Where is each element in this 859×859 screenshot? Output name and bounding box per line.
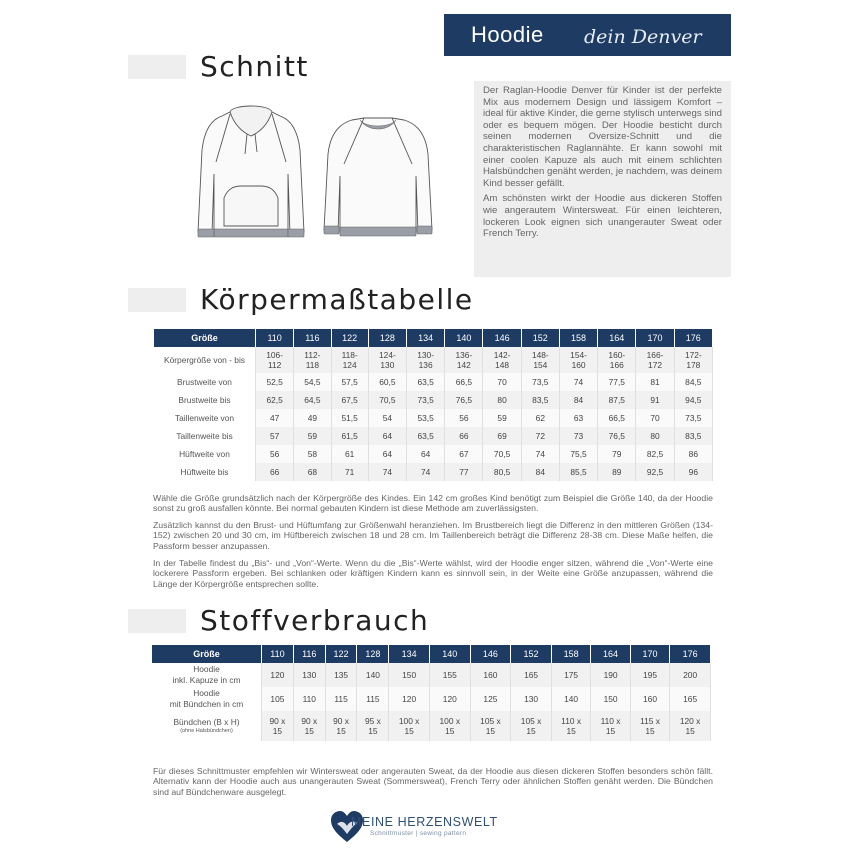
description-paragraph-1: Der Raglan-Hoodie Denver für Kinder ist der perfekte Mix aus modernem Design und lässigem Komfort – ideal für aktive Kinder, die gerne stylisch unterwegs sind oder es bequem mögen. Der Hoodie besticht durch seinen modernen Oversize-Schnitt und die charakteristischen Raglannähte. Er kann sowohl mit einer coolen Kapuze als auch mit einem schlichten Halsbündchen genäht werden, je nachdem, was deinem Kind besser gefällt.: [483, 85, 722, 189]
size-table-size-header: 116: [294, 329, 331, 347]
section-marker: [128, 55, 186, 79]
size-table-row: [154, 463, 713, 481]
size-table-cell: 73,5: [674, 409, 712, 427]
size-table-size-header: 164: [598, 329, 636, 347]
size-table: [154, 329, 713, 481]
size-table-cell: 62: [521, 409, 559, 427]
size-table-cell: 51,5: [331, 409, 368, 427]
fabric-table-cell: 120: [429, 687, 470, 711]
fabric-table-cell: 130: [293, 663, 325, 687]
fabric-header-label: Größe: [152, 645, 262, 663]
logo-tagline: Schnittmuster | sewing pattern: [370, 830, 467, 837]
size-table-cell: 82,5: [636, 445, 674, 463]
fabric-table-row-label: Hoodie inkl. Kapuze in cm: [152, 663, 262, 687]
fabric-table-cell: 105 x 15: [470, 711, 511, 741]
fabric-table-cell: 165: [670, 687, 711, 711]
hoodie-ribbing: [198, 229, 304, 237]
size-table-cell: 57,5: [331, 373, 368, 391]
size-table-cell: 106- 112: [256, 347, 294, 373]
size-table-cell: 118- 124: [331, 347, 368, 373]
size-table-size-header: 152: [521, 329, 559, 347]
size-table-cell: 77,5: [598, 373, 636, 391]
size-table-cell: 66,5: [598, 409, 636, 427]
size-table-cell: 52,5: [256, 373, 294, 391]
fabric-table-cell: 160: [630, 687, 669, 711]
size-table-cell: 148- 154: [521, 347, 559, 373]
fabric-table-size-header: 170: [630, 645, 669, 663]
size-table-row: [154, 445, 713, 463]
section-marker: [128, 288, 186, 312]
size-table-cell: 63: [559, 409, 597, 427]
size-table-row-label: Brustweite von: [154, 373, 256, 391]
size-table-cell: 83,5: [674, 427, 712, 445]
size-table-cell: 70,5: [483, 445, 521, 463]
size-table-cell: 59: [294, 427, 331, 445]
size-table-cell: 84: [559, 391, 597, 409]
size-table-cell: 74: [368, 463, 406, 481]
size-table-cell: 70,5: [368, 391, 406, 409]
fabric-table-size-header: 146: [470, 645, 511, 663]
fabric-table-cell: 155: [429, 663, 470, 687]
size-table-cell: 58: [294, 445, 331, 463]
sweater-drawing: [324, 118, 432, 236]
hoodie-illustrations: [192, 102, 440, 250]
size-table-cell: 61: [331, 445, 368, 463]
fabric-table-cell: 175: [551, 663, 590, 687]
fabric-table-cell: 115: [325, 687, 357, 711]
size-table-cell: 67,5: [331, 391, 368, 409]
size-table-cell: 77: [445, 463, 483, 481]
fabric-table-cell: 115: [357, 687, 389, 711]
size-table-cell: 154- 160: [559, 347, 597, 373]
fabric-table-size-header: 140: [429, 645, 470, 663]
banner-subtitle: dein Denver: [584, 26, 702, 48]
size-table-cell: 54: [368, 409, 406, 427]
size-table-cell: 84,5: [674, 373, 712, 391]
size-table-cell: 94,5: [674, 391, 712, 409]
fabric-table-cell: 110 x 15: [591, 711, 630, 741]
fabric-table-size-header: 164: [591, 645, 630, 663]
fabric-table-cell: 120: [389, 687, 430, 711]
fabric-table-cell: 140: [551, 687, 590, 711]
size-table-cell: 70: [483, 373, 521, 391]
size-table-cell: 87,5: [598, 391, 636, 409]
size-table-row: [154, 391, 713, 409]
fabric-table-cell: 140: [357, 663, 389, 687]
fabric-table-cell: 110 x 15: [551, 711, 590, 741]
size-table-cell: 66: [445, 427, 483, 445]
size-table-cell: 84: [521, 463, 559, 481]
size-table-cell: 66,5: [445, 373, 483, 391]
size-table-cell: 172- 178: [674, 347, 712, 373]
size-advice-paragraph-1: Wähle die Größe grundsätzlich nach der Körpergröße des Kindes. Ein 142 cm großes Kind benötigt zum Beispiel die Größe 140, da der Hoodie sonst zu groß ausfallen könnte. Bei normal gebauten Kindern ist diese Methode am zuverlässigsten.: [153, 493, 713, 514]
size-table-cell: 76,5: [598, 427, 636, 445]
size-table-cell: 136- 142: [445, 347, 483, 373]
fabric-table-size-header: 158: [551, 645, 590, 663]
fabric-table-cell: 150: [389, 663, 430, 687]
section-title-stoffverbrauch: Stoffverbrauch: [200, 604, 430, 637]
size-table-row: [154, 409, 713, 427]
fabric-table-row: [152, 663, 711, 687]
size-table-cell: 142- 148: [483, 347, 521, 373]
title-banner: [444, 14, 731, 56]
size-table-cell: 124- 130: [368, 347, 406, 373]
size-table-cell: 47: [256, 409, 294, 427]
size-table-cell: 56: [445, 409, 483, 427]
size-table-cell: 91: [636, 391, 674, 409]
size-table-cell: 75,5: [559, 445, 597, 463]
size-advice-paragraph-2: Zusätzlich kannst du den Brust- und Hüftumfang zur Größenwahl heranziehen. Im Brustbereich liegt die Differenz in den mittleren Größen (134-152) zwischen 20 und 30 cm, im Hüftbereich zwischen 18 und 28 cm. Im Taillenbereich beträgt die Differenz 28-38 cm. Diese Maße helfen, die Passform besser anzupassen.: [153, 520, 713, 551]
size-table-cell: 73,5: [407, 391, 445, 409]
fabric-table-size-header: 152: [511, 645, 552, 663]
fabric-table-cell: 160: [470, 663, 511, 687]
size-table-row-label: Taillenweite bis: [154, 427, 256, 445]
size-table-cell: 64,5: [294, 391, 331, 409]
size-table-cell: 80,5: [483, 463, 521, 481]
size-table-size-header: 158: [559, 329, 597, 347]
size-table-cell: 61,5: [331, 427, 368, 445]
fabric-table-cell: 120: [262, 663, 294, 687]
size-table-cell: 49: [294, 409, 331, 427]
size-table-cell: 74: [407, 463, 445, 481]
section-title-koerpermasse: Körpermaßtabelle: [200, 283, 474, 316]
size-table-size-header: 140: [445, 329, 483, 347]
fabric-table-row: [152, 687, 711, 711]
size-table-cell: 92,5: [636, 463, 674, 481]
fabric-table-cell: 115 x 15: [630, 711, 669, 741]
size-table-cell: 96: [674, 463, 712, 481]
size-table-size-header: 176: [674, 329, 712, 347]
size-table-cell: 56: [256, 445, 294, 463]
size-table-cell: 79: [598, 445, 636, 463]
banner-title: Hoodie: [471, 22, 544, 47]
size-table-header: [154, 329, 713, 347]
size-table-cell: 73: [559, 427, 597, 445]
size-table-cell: 83,5: [521, 391, 559, 409]
size-table-cell: 64: [368, 445, 406, 463]
description-paragraph-2: Am schönsten wirkt der Hoodie aus dickeren Stoffen wie angerautem Wintersweat. Für einen leichteren, lockeren Look eignen sich unangerauter Sweat oder French Terry.: [483, 193, 722, 240]
fabric-table-cell: 125: [470, 687, 511, 711]
size-table-cell: 68: [294, 463, 331, 481]
fabric-table-row: [152, 711, 711, 741]
size-table-row-label: Brustweite bis: [154, 391, 256, 409]
description-box: [474, 81, 731, 277]
fabric-table-size-header: 128: [357, 645, 389, 663]
fabric-table-cell: 100 x 15: [389, 711, 430, 741]
fabric-table-cell: 100 x 15: [429, 711, 470, 741]
fabric-table-cell: 200: [670, 663, 711, 687]
size-table-row-label: Hüftweite von: [154, 445, 256, 463]
size-table-cell: 81: [636, 373, 674, 391]
fabric-table-size-header: 116: [293, 645, 325, 663]
size-table-cell: 54,5: [294, 373, 331, 391]
hoodie-with-hood-drawing: [198, 106, 304, 235]
section-marker: [128, 609, 186, 633]
fabric-table-size-header: 176: [670, 645, 711, 663]
size-table-row: [154, 373, 713, 391]
size-table-cell: 66: [256, 463, 294, 481]
fabric-table-cell: 120 x 15: [670, 711, 711, 741]
size-table-cell: 63,5: [407, 427, 445, 445]
size-table-size-header: 146: [483, 329, 521, 347]
fabric-table-size-header: 122: [325, 645, 357, 663]
size-table-cell: 86: [674, 445, 712, 463]
size-table-cell: 76,5: [445, 391, 483, 409]
section-title-schnitt: Schnitt: [200, 50, 309, 83]
fabric-table: [152, 645, 711, 741]
fabric-table-cell: 95 x 15: [357, 711, 389, 741]
size-table-cell: 85,5: [559, 463, 597, 481]
size-table-cell: 80: [636, 427, 674, 445]
size-table-cell: 60,5: [368, 373, 406, 391]
size-table-cell: 64: [368, 427, 406, 445]
logo-brand-name: MEINE HERZENSWELT: [351, 815, 498, 829]
size-table-cell: 112- 118: [294, 347, 331, 373]
size-table-cell: 71: [331, 463, 368, 481]
size-table-cell: 74: [521, 445, 559, 463]
fabric-table-cell: 90 x 15: [293, 711, 325, 741]
size-table-cell: 57: [256, 427, 294, 445]
size-table-cell: 63,5: [407, 373, 445, 391]
size-table-cell: 74: [559, 373, 597, 391]
size-table-cell: 130- 136: [407, 347, 445, 373]
size-table-row-label: Hüftweite bis: [154, 463, 256, 481]
size-table-cell: 64: [407, 445, 445, 463]
size-table-size-header: 134: [407, 329, 445, 347]
fabric-table-cell: 165: [511, 663, 552, 687]
fabric-table-cell: 90 x 15: [325, 711, 357, 741]
size-table-cell: 67: [445, 445, 483, 463]
size-header-label: Größe: [154, 329, 256, 347]
fabric-table-size-header: 134: [389, 645, 430, 663]
size-table-cell: 89: [598, 463, 636, 481]
fabric-table-size-header: 110: [262, 645, 294, 663]
size-table-cell: 69: [483, 427, 521, 445]
size-table-size-header: 128: [368, 329, 406, 347]
size-table-cell: 72: [521, 427, 559, 445]
fabric-note: Für dieses Schnittmuster empfehlen wir Wintersweat oder angerauten Sweat, da der Hoodie aus diesen dickeren Stoffen besonders schön fällt. Alternativ kann der Hoodie auch aus unangerauten Sweat (Sommersweat), French Terry oder ähnlichen Stoffen genäht werden. Die Bündchen sind auf Bündchenware ausgelegt.: [153, 766, 713, 797]
size-table-size-header: 110: [256, 329, 294, 347]
fabric-table-cell: 90 x 15: [262, 711, 294, 741]
size-table-size-header: 170: [636, 329, 674, 347]
fabric-table-row-label: Hoodie mit Bündchen in cm: [152, 687, 262, 711]
size-table-row: [154, 347, 713, 373]
fabric-table-cell: 110: [293, 687, 325, 711]
fabric-table-row-label: Bündchen (B x H) (ohne Halsbündchen): [152, 711, 262, 741]
fabric-table-cell: 150: [591, 687, 630, 711]
fabric-table-cell: 190: [591, 663, 630, 687]
size-table-cell: 80: [483, 391, 521, 409]
size-table-size-header: 122: [331, 329, 368, 347]
size-table-cell: 73,5: [521, 373, 559, 391]
fabric-table-cell: 105 x 15: [511, 711, 552, 741]
size-advice-paragraph-3: In der Tabelle findest du „Bis“- und „Von“-Werte. Wenn du die „Bis“-Werte wählst, wird der Hoodie enger sitzen, während die „Von“-Werte eine lockerere Passform ergeben. Bei schlanken oder kräftigen Kindern kann es sinnvoll sein, in der Weite eine Größe anzupassen, während die Länge der Körpergröße entsprechen sollte.: [153, 558, 713, 589]
fabric-table-cell: 105: [262, 687, 294, 711]
size-table-cell: 59: [483, 409, 521, 427]
size-table-cell: 166- 172: [636, 347, 674, 373]
fabric-table-header: [152, 645, 711, 663]
fabric-table-row-sublabel: (ohne Halsbündchen): [180, 728, 233, 734]
size-table-cell: 70: [636, 409, 674, 427]
size-table-row-label: Taillenweite von: [154, 409, 256, 427]
fabric-table-cell: 135: [325, 663, 357, 687]
size-table-row-label: Körpergröße von - bis: [154, 347, 256, 373]
fabric-table-cell: 195: [630, 663, 669, 687]
size-table-row: [154, 427, 713, 445]
size-table-cell: 160- 166: [598, 347, 636, 373]
size-table-cell: 53,5: [407, 409, 445, 427]
size-table-cell: 62,5: [256, 391, 294, 409]
fabric-table-cell: 130: [511, 687, 552, 711]
